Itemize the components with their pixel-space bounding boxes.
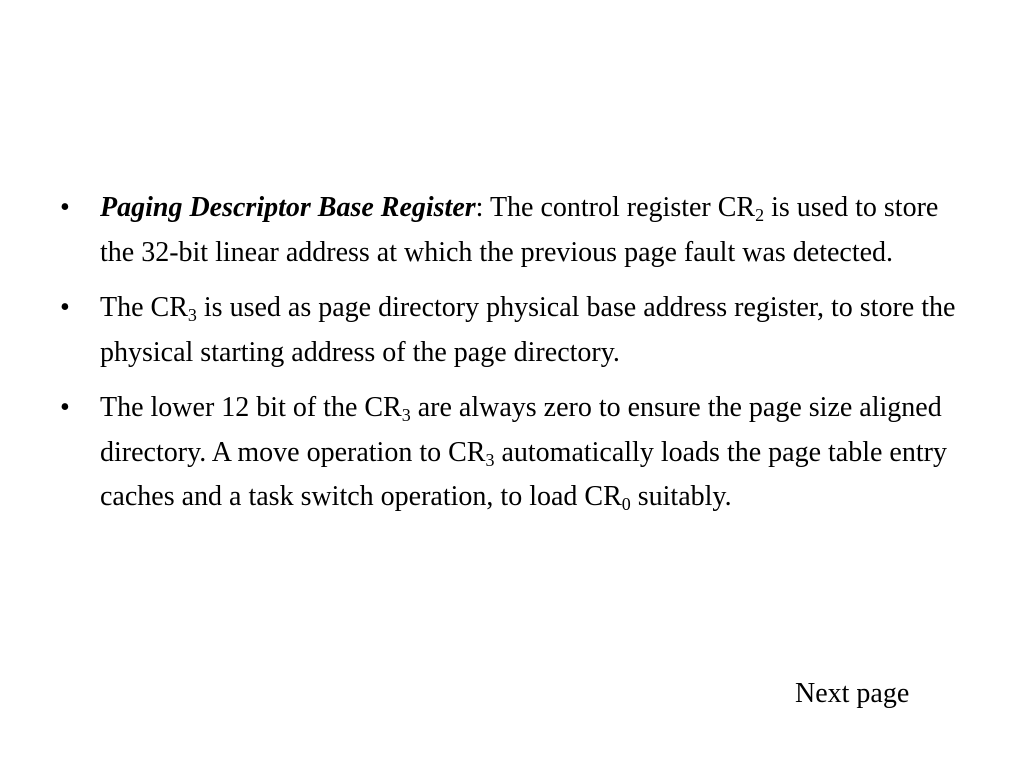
next-page-link[interactable]: Next page <box>795 678 910 709</box>
bullet-list <box>60 186 960 531</box>
bullet-text: suitably. <box>630 481 732 512</box>
term-colon: : <box>475 192 484 223</box>
bullet-text: The CR <box>100 292 188 323</box>
bullet-icon: • <box>60 292 70 323</box>
subscript: 2 <box>755 205 765 225</box>
subscript: 3 <box>485 449 495 470</box>
bullet-item-lower-bits <box>60 386 960 520</box>
bullet-text: automatically loads the page table entry caches and a task switch operation, to load CR <box>100 436 947 512</box>
bullet-text: The lower 12 bit of the CR <box>100 392 402 423</box>
bullet-item-pdbr <box>60 186 960 275</box>
bullet-icon: • <box>60 392 70 423</box>
subscript: 3 <box>187 305 197 325</box>
term-paging-descriptor-base-register: Paging Descriptor Base Register <box>100 192 476 223</box>
bullet-text: is used to store the 32-bit linear address at which the previous page fault was detected. <box>100 192 939 268</box>
bullet-text: is used as page directory physical base address register, to store the physical starting address of the page directory. <box>100 292 956 368</box>
subscript: 3 <box>401 405 411 425</box>
bullet-text: are always zero to ensure the page size aligned directory. A move operation to CR <box>100 392 942 468</box>
bullet-item-cr3 <box>60 286 960 375</box>
bullet-icon: • <box>60 192 70 223</box>
subscript: 0 <box>621 494 631 514</box>
bullet-text: The control register CR <box>483 192 756 223</box>
